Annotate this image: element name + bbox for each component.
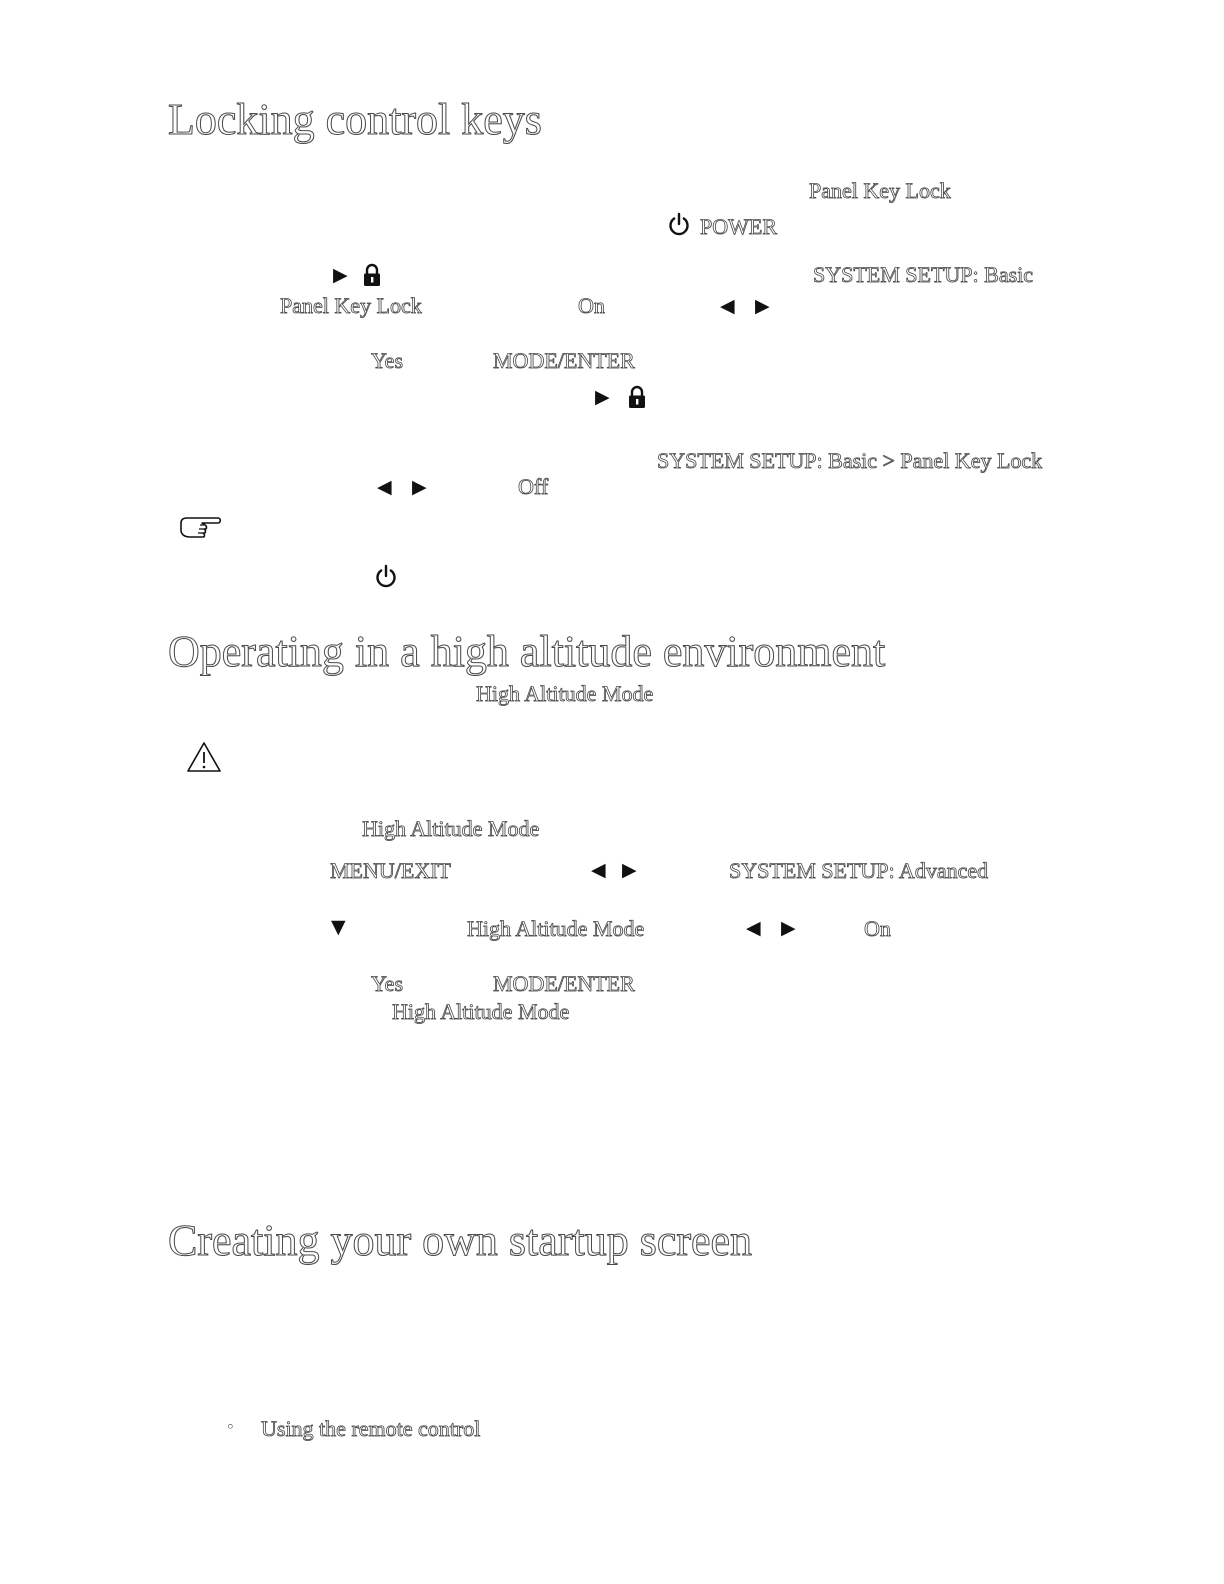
arrow-right-icon: ▶ bbox=[412, 476, 427, 498]
arrow-left-icon: ◀ bbox=[377, 476, 392, 498]
arrow-right-icon: ▶ bbox=[755, 295, 770, 317]
arrow-right-icon: ▶ bbox=[595, 386, 610, 408]
term-mode-enter: MODE/ENTER bbox=[493, 971, 635, 996]
term-mode-enter: MODE/ENTER bbox=[493, 348, 635, 373]
term-panel-key-lock: Panel Key Lock bbox=[809, 178, 951, 203]
power-icon bbox=[374, 564, 398, 590]
term-yes: Yes bbox=[371, 348, 404, 373]
arrow-right-icon: ▶ bbox=[622, 859, 637, 881]
term-high-altitude-mode: High Altitude Mode bbox=[476, 681, 654, 706]
term-power: POWER bbox=[700, 214, 777, 239]
term-on: On bbox=[578, 293, 605, 318]
term-on: On bbox=[864, 916, 891, 941]
term-off: Off bbox=[518, 474, 549, 499]
pointing-hand-icon bbox=[178, 513, 224, 541]
term-system-setup-advanced: SYSTEM SETUP: Advanced bbox=[729, 858, 989, 883]
term-high-altitude-mode-3: High Altitude Mode bbox=[467, 916, 645, 941]
term-system-setup-basic-path: SYSTEM SETUP: Basic > Panel Key Lock bbox=[657, 448, 1043, 473]
heading-locking-control-keys: Locking control keys bbox=[168, 95, 542, 144]
term-high-altitude-mode-2: High Altitude Mode bbox=[362, 816, 540, 841]
arrow-left-icon: ◀ bbox=[746, 917, 761, 939]
lock-icon bbox=[362, 263, 382, 287]
term-yes: Yes bbox=[371, 971, 404, 996]
term-high-altitude-mode-4: High Altitude Mode bbox=[392, 999, 570, 1024]
bullet-icon: ◦ bbox=[226, 1418, 235, 1436]
warning-icon bbox=[186, 741, 222, 773]
heading-startup-screen: Creating your own startup screen bbox=[168, 1216, 753, 1265]
bullet-using-remote-control: Using the remote control bbox=[261, 1416, 481, 1441]
arrow-left-icon: ◀ bbox=[591, 859, 606, 881]
arrow-right-icon: ▶ bbox=[781, 917, 796, 939]
term-system-setup-basic: SYSTEM SETUP: Basic bbox=[813, 262, 1034, 287]
term-menu-exit: MENU/EXIT bbox=[330, 858, 451, 883]
heading-high-altitude: Operating in a high altitude environment bbox=[168, 627, 886, 676]
arrow-right-icon: ▶ bbox=[333, 264, 348, 286]
power-icon bbox=[667, 212, 691, 238]
arrow-left-icon: ◀ bbox=[720, 295, 735, 317]
lock-icon bbox=[627, 385, 647, 409]
arrow-down-icon: ▼ bbox=[331, 916, 346, 938]
term-panel-key-lock-2: Panel Key Lock bbox=[280, 293, 422, 318]
